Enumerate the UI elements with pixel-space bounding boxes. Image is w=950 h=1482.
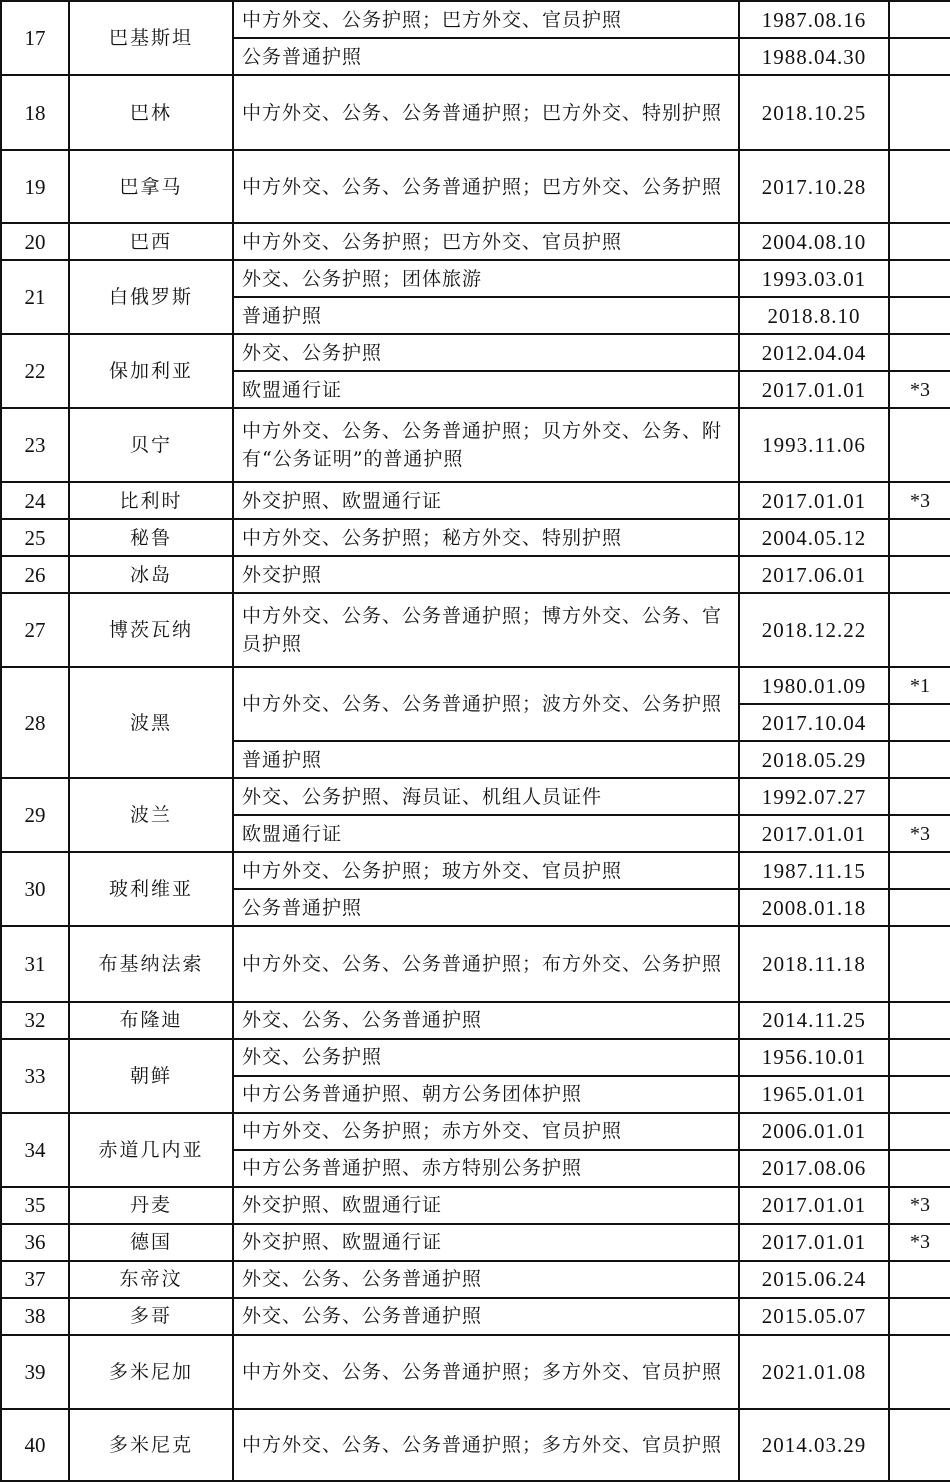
- passport-types: 外交、公务、公务普通护照: [233, 1261, 739, 1298]
- note: [889, 1409, 950, 1481]
- note: *3: [889, 815, 950, 852]
- effective-date: 2015.05.07: [739, 1298, 889, 1335]
- passport-types: 中方外交、公务、公务普通护照；波方外交、公务护照: [233, 667, 739, 741]
- table-row: [1, 1002, 950, 1039]
- passport-types: 中方外交、公务护照；巴方外交、官员护照: [233, 223, 739, 260]
- note: [889, 593, 950, 667]
- passport-types: 外交、公务护照；团体旅游: [233, 260, 739, 297]
- effective-date: 2015.06.24: [739, 1261, 889, 1298]
- country-name: 多米尼克: [69, 1409, 233, 1481]
- note: [889, 1039, 950, 1076]
- effective-date: 1988.04.30: [739, 38, 889, 75]
- country-name: 波兰: [69, 778, 233, 852]
- table-row: [1, 852, 950, 889]
- table-row: [1, 1224, 950, 1261]
- country-name: 巴基斯坦: [69, 1, 233, 75]
- row-number: 21: [1, 260, 69, 334]
- row-number: 39: [1, 1335, 69, 1409]
- note: [889, 704, 950, 741]
- table-row: [1, 1298, 950, 1335]
- effective-date: 2014.03.29: [739, 1409, 889, 1481]
- effective-date: 2018.10.25: [739, 75, 889, 150]
- note: *1: [889, 667, 950, 704]
- table-row: [1, 1113, 950, 1150]
- effective-date: 2017.01.01: [739, 482, 889, 519]
- country-name: 东帝汶: [69, 1261, 233, 1298]
- effective-date: 2018.11.18: [739, 926, 889, 1001]
- table-row: [1, 75, 950, 150]
- country-name: 玻利维亚: [69, 852, 233, 926]
- effective-date: 2006.01.01: [739, 1113, 889, 1150]
- note: [889, 852, 950, 889]
- table-row: [1, 1409, 950, 1481]
- table-row: [1, 1039, 950, 1076]
- passport-types: 中方外交、公务、公务普通护照；博方外交、公务、官员护照: [233, 593, 739, 667]
- table-row: [1, 260, 950, 297]
- effective-date: 2017.06.01: [739, 556, 889, 593]
- passport-types: 外交、公务护照、海员证、机组人员证件: [233, 778, 739, 815]
- row-number: 34: [1, 1113, 69, 1187]
- passport-types: 外交、公务、公务普通护照: [233, 1298, 739, 1335]
- passport-types: 中方外交、公务护照；秘方外交、特别护照: [233, 519, 739, 556]
- passport-types: 中方公务普通护照、朝方公务团体护照: [233, 1076, 739, 1113]
- row-number: 20: [1, 223, 69, 260]
- table-row: [1, 1335, 950, 1409]
- table-row: [1, 667, 950, 704]
- table-row: [1, 926, 950, 1001]
- row-number: 33: [1, 1039, 69, 1113]
- country-name: 巴拿马: [69, 150, 233, 223]
- effective-date: 1992.07.27: [739, 778, 889, 815]
- passport-types: 中方外交、公务护照；赤方外交、官员护照: [233, 1113, 739, 1150]
- row-number: 18: [1, 75, 69, 150]
- country-name: 贝宁: [69, 408, 233, 482]
- country-name: 多哥: [69, 1298, 233, 1335]
- country-name: 巴林: [69, 75, 233, 150]
- note: *3: [889, 371, 950, 408]
- note: [889, 1, 950, 38]
- row-number: 17: [1, 1, 69, 75]
- row-number: 22: [1, 334, 69, 408]
- row-number: 30: [1, 852, 69, 926]
- passport-types: 外交护照、欧盟通行证: [233, 1224, 739, 1261]
- passport-types: 外交、公务、公务普通护照: [233, 1002, 739, 1039]
- passport-types: 中方外交、公务、公务普通护照；多方外交、官员护照: [233, 1335, 739, 1409]
- country-name: 多米尼加: [69, 1335, 233, 1409]
- passport-types: 外交、公务护照: [233, 1039, 739, 1076]
- row-number: 28: [1, 667, 69, 778]
- table-row: [1, 1187, 950, 1224]
- note: [889, 519, 950, 556]
- row-number: 35: [1, 1187, 69, 1224]
- note: [889, 741, 950, 778]
- passport-types: 中方外交、公务、公务普通护照；布方外交、公务护照: [233, 926, 739, 1001]
- effective-date: 2017.01.01: [739, 1224, 889, 1261]
- row-number: 32: [1, 1002, 69, 1039]
- row-number: 25: [1, 519, 69, 556]
- passport-types: 中方外交、公务、公务普通护照；贝方外交、公务、附有“公务证明”的普通护照: [233, 408, 739, 482]
- effective-date: 1965.01.01: [739, 1076, 889, 1113]
- country-name: 波黑: [69, 667, 233, 778]
- effective-date: 1987.08.16: [739, 1, 889, 38]
- country-name: 保加利亚: [69, 334, 233, 408]
- effective-date: 1956.10.01: [739, 1039, 889, 1076]
- note: [889, 1002, 950, 1039]
- table-row: [1, 593, 950, 667]
- passport-types: 欧盟通行证: [233, 371, 739, 408]
- passport-types: 外交护照: [233, 556, 739, 593]
- note: [889, 1335, 950, 1409]
- note: [889, 150, 950, 223]
- note: [889, 1298, 950, 1335]
- passport-types: 公务普通护照: [233, 889, 739, 926]
- country-name: 巴西: [69, 223, 233, 260]
- row-number: 36: [1, 1224, 69, 1261]
- country-name: 丹麦: [69, 1187, 233, 1224]
- passport-types: 中方公务普通护照、赤方特别公务护照: [233, 1150, 739, 1187]
- table-row: [1, 556, 950, 593]
- effective-date: 2017.01.01: [739, 1187, 889, 1224]
- note: [889, 1076, 950, 1113]
- effective-date: 2014.11.25: [739, 1002, 889, 1039]
- passport-types: 中方外交、公务护照；巴方外交、官员护照: [233, 1, 739, 38]
- row-number: 31: [1, 926, 69, 1001]
- row-number: 19: [1, 150, 69, 223]
- row-number: 29: [1, 778, 69, 852]
- passport-types: 中方外交、公务、公务普通护照；多方外交、官员护照: [233, 1409, 739, 1481]
- effective-date: 2017.08.06: [739, 1150, 889, 1187]
- note: [889, 297, 950, 334]
- row-number: 23: [1, 408, 69, 482]
- passport-types: 普通护照: [233, 297, 739, 334]
- effective-date: 2021.01.08: [739, 1335, 889, 1409]
- effective-date: 2017.01.01: [739, 371, 889, 408]
- note: [889, 1261, 950, 1298]
- note: [889, 75, 950, 150]
- row-number: 24: [1, 482, 69, 519]
- note: [889, 408, 950, 482]
- row-number: 27: [1, 593, 69, 667]
- table-row: [1, 519, 950, 556]
- note: [889, 260, 950, 297]
- country-name: 朝鲜: [69, 1039, 233, 1113]
- note: [889, 38, 950, 75]
- country-name: 布基纳法索: [69, 926, 233, 1001]
- country-name: 冰岛: [69, 556, 233, 593]
- country-name: 比利时: [69, 482, 233, 519]
- effective-date: 1987.11.15: [739, 852, 889, 889]
- effective-date: 2008.01.18: [739, 889, 889, 926]
- note: *3: [889, 1224, 950, 1261]
- table-row: [1, 334, 950, 371]
- country-name: 白俄罗斯: [69, 260, 233, 334]
- passport-types: 外交、公务护照: [233, 334, 739, 371]
- effective-date: 2004.08.10: [739, 223, 889, 260]
- row-number: 40: [1, 1409, 69, 1481]
- passport-types: 中方外交、公务、公务普通护照；巴方外交、特别护照: [233, 75, 739, 150]
- passport-types: 外交护照、欧盟通行证: [233, 482, 739, 519]
- effective-date: 1980.01.09: [739, 667, 889, 704]
- effective-date: 2018.05.29: [739, 741, 889, 778]
- country-name: 德国: [69, 1224, 233, 1261]
- table-row: [1, 150, 950, 223]
- note: *3: [889, 482, 950, 519]
- table-row: [1, 1261, 950, 1298]
- effective-date: 1993.03.01: [739, 260, 889, 297]
- table-row: [1, 223, 950, 260]
- country-name: 布隆迪: [69, 1002, 233, 1039]
- passport-types: 公务普通护照: [233, 38, 739, 75]
- note: [889, 889, 950, 926]
- effective-date: 1993.11.06: [739, 408, 889, 482]
- effective-date: 2017.01.01: [739, 815, 889, 852]
- passport-types: 中方外交、公务、公务普通护照；巴方外交、公务护照: [233, 150, 739, 223]
- note: [889, 334, 950, 371]
- passport-types: 欧盟通行证: [233, 815, 739, 852]
- table-row: [1, 1, 950, 38]
- table-row: [1, 778, 950, 815]
- country-name: 赤道几内亚: [69, 1113, 233, 1187]
- effective-date: 2018.12.22: [739, 593, 889, 667]
- passport-types: 外交护照、欧盟通行证: [233, 1187, 739, 1224]
- effective-date: 2018.8.10: [739, 297, 889, 334]
- table-row: [1, 482, 950, 519]
- country-name: 秘鲁: [69, 519, 233, 556]
- note: [889, 1113, 950, 1150]
- effective-date: 2012.04.04: [739, 334, 889, 371]
- note: [889, 926, 950, 1001]
- note: [889, 1150, 950, 1187]
- country-name: 博茨瓦纳: [69, 593, 233, 667]
- table-row: [1, 408, 950, 482]
- note: *3: [889, 1187, 950, 1224]
- row-number: 37: [1, 1261, 69, 1298]
- note: [889, 223, 950, 260]
- effective-date: 2004.05.12: [739, 519, 889, 556]
- passport-types: 普通护照: [233, 741, 739, 778]
- note: [889, 556, 950, 593]
- effective-date: 2017.10.04: [739, 704, 889, 741]
- passport-types: 中方外交、公务护照；玻方外交、官员护照: [233, 852, 739, 889]
- effective-date: 2017.10.28: [739, 150, 889, 223]
- row-number: 26: [1, 556, 69, 593]
- note: [889, 778, 950, 815]
- row-number: 38: [1, 1298, 69, 1335]
